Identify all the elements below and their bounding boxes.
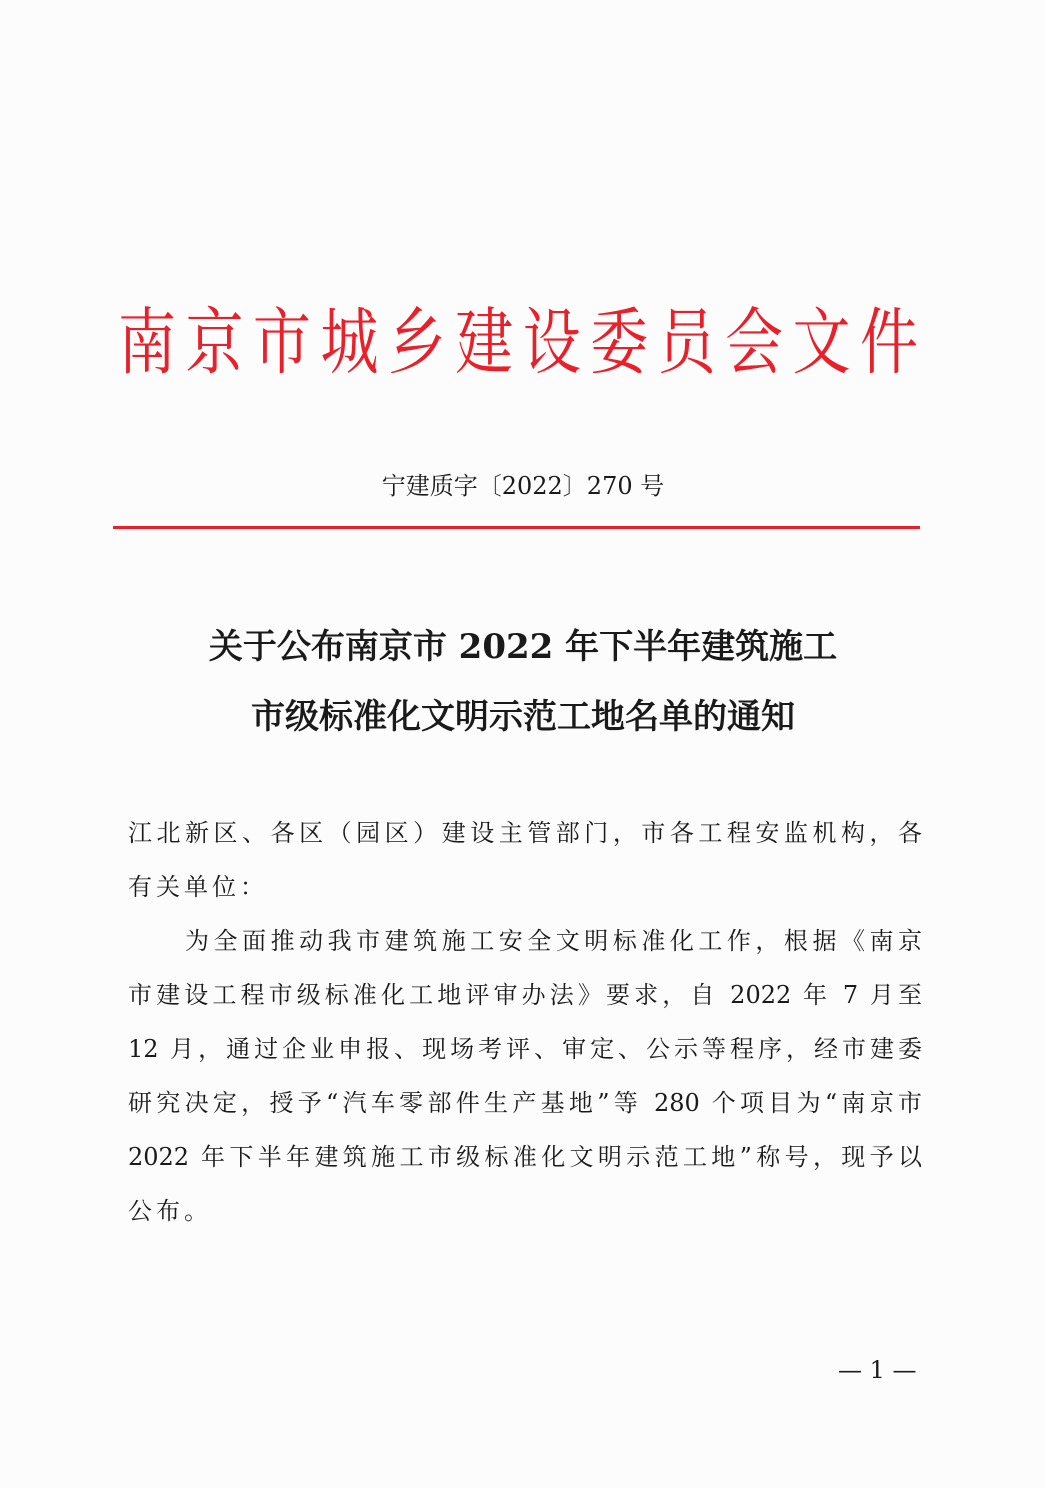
header-char: 城: [320, 299, 379, 385]
document-title-line-2: 市级标准化文明示范工地名单的通知: [251, 697, 795, 737]
header-char: 南: [118, 299, 177, 385]
header-char: 市: [252, 299, 311, 385]
header-char: 件: [859, 299, 918, 385]
red-divider: [113, 526, 920, 529]
header-char: 建: [455, 299, 514, 385]
page-number: — 1 —: [838, 1356, 917, 1384]
body-line: 江北新区、各区（园区）建设主管部门，市各工程安监机构，各: [128, 819, 922, 847]
header-char: 乡: [387, 299, 446, 385]
body-line: 为全面推动我市建筑施工安全文明标准化工作，根据《南京: [128, 927, 922, 955]
header-char: 文: [792, 299, 851, 385]
header-char: 员: [657, 299, 716, 385]
body-line: 研究决定，授予“汽车零部件生产基地”等 280 个项目为“南京市: [128, 1089, 922, 1117]
issuing-authority-header: [118, 286, 918, 399]
header-char: 委: [590, 299, 649, 385]
header-char: 会: [725, 299, 784, 385]
body-line: 公布。: [128, 1197, 212, 1225]
document-title-line-1: 关于公布南京市 2022 年下半年建筑施工: [208, 627, 838, 667]
body-line: 2022 年下半年建筑施工市级标准化文明示范工地”称号，现予以: [128, 1143, 922, 1171]
header-char: 京: [185, 299, 244, 385]
body-line: 12 月，通过企业申报、现场考评、审定、公示等程序，经市建委: [128, 1035, 922, 1063]
body-line: 有关单位：: [128, 873, 268, 901]
body-line: 市建设工程市级标准化工地评审办法》要求，自 2022 年 7 月至: [128, 981, 922, 1009]
header-char: 设: [522, 299, 581, 385]
document-number: 宁建质字〔2022〕270 号: [381, 472, 665, 500]
